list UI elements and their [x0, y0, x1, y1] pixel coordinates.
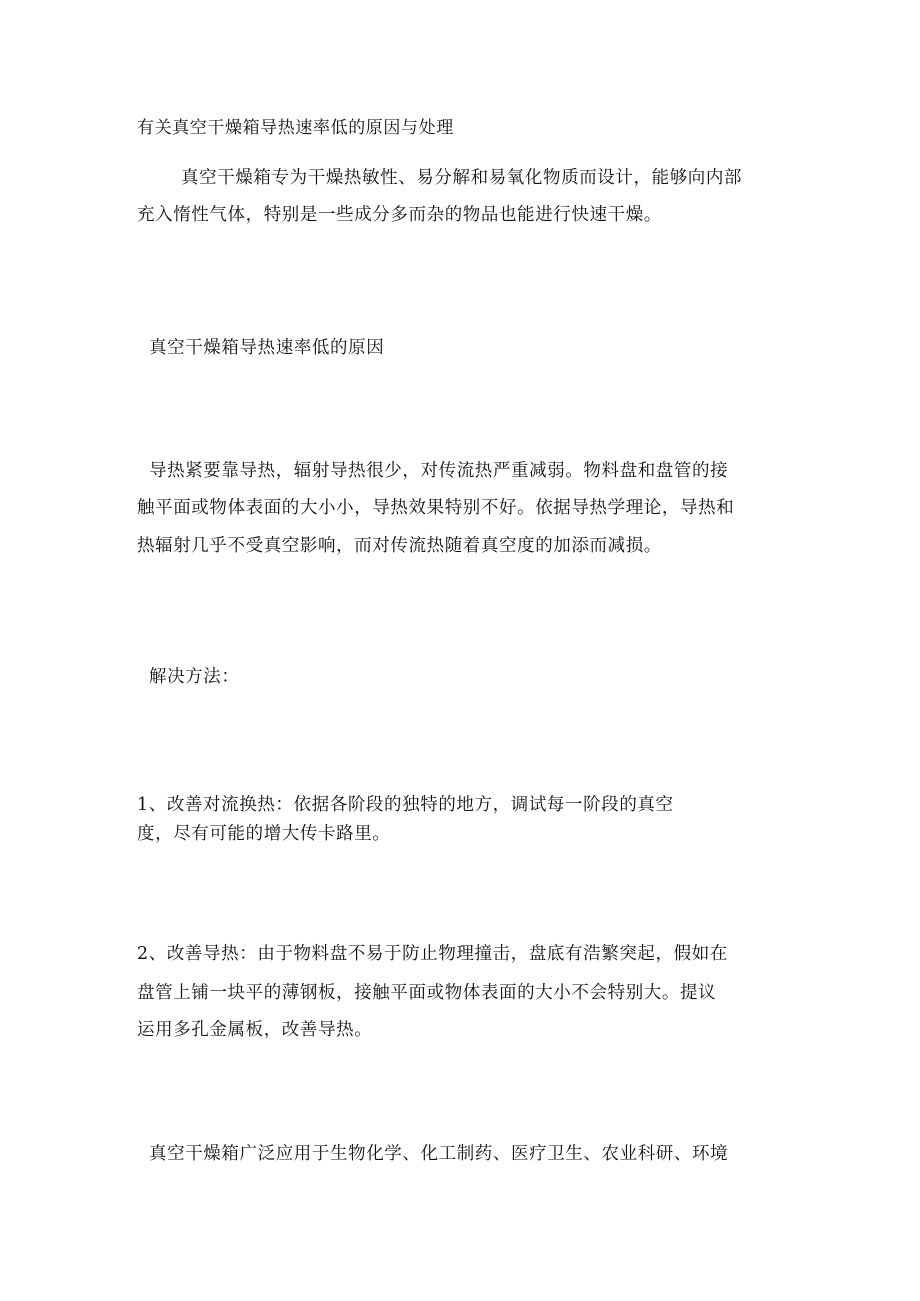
solution-heading: 解决方法：: [149, 667, 240, 687]
solution-1-line-1: 1、改善对流换热：依据各阶段的独特的地方，调试每一阶段的真空: [137, 795, 674, 815]
cause-line-1: 导热紧要靠导热，辐射导热很少，对传流热严重减弱。物料盘和盘管的接: [149, 461, 729, 481]
intro-line-1: 真空干燥箱专为干燥热敏性、易分解和易氧化物质而设计，能够向内部: [181, 168, 743, 188]
cause-heading: 真空干燥箱导热速率低的原因: [149, 338, 385, 358]
solution-2-line-1: 2、改善导热：由于物料盘不易于防止物理撞击，盘底有浩繁突起，假如在: [137, 944, 728, 964]
intro-line-2: 充入惰性气体，特别是一些成分多而杂的物品也能进行快速干燥。: [137, 205, 662, 225]
cause-line-2: 触平面或物体表面的大小小，导热效果特别不好。依据导热学理论，导热和: [137, 498, 735, 518]
application-line-1: 真空干燥箱广泛应用于生物化学、化工制药、医疗卫生、农业科研、环境: [149, 1144, 729, 1164]
document-title: 有关真空干燥箱导热速率低的原因与处理: [137, 118, 454, 138]
cause-line-3: 热辐射几乎不受真空影响，而对传流热随着真空度的加添而减损。: [137, 536, 662, 556]
solution-2-line-2: 盘管上铺一块平的薄钢板，接触平面或物体表面的大小不会特别大。提议: [137, 983, 717, 1003]
solution-2-line-3: 运用多孔金属板，改善导热。: [137, 1020, 373, 1040]
solution-1-line-2: 度，尽有可能的增大传卡路里。: [137, 824, 391, 844]
